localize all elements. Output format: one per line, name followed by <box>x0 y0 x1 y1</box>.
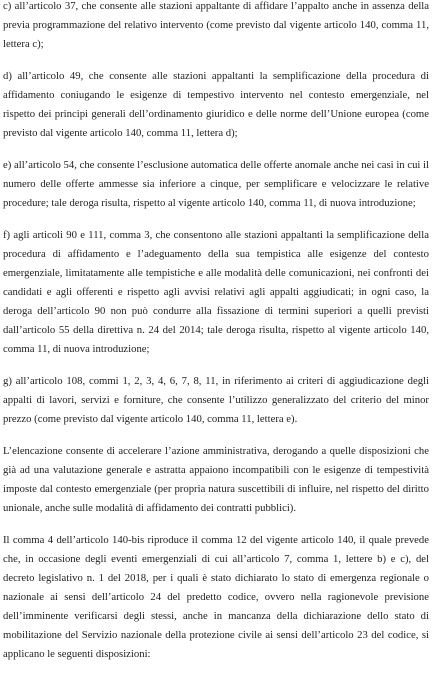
paragraph-d-articolo-49: d) all’articolo 49, che consente alle stazioni appaltanti la semplificazione della procedura di affidamento coniugando le esigenze di tempestivo intervento nel contesto emergenziale, nel rispetto dei principi generali dell’ordinamento giuridico e delle norme dell’Unione europea (come previsto dal vigente articolo 140, comma 11, lettera d); <box>3 70 429 139</box>
paragraph-g-articolo-108: g) all’articolo 108, commi 1, 2, 3, 4, 6, 7, 8, 11, in riferimento ai criteri di aggiudicazione degli appalti di lavori, servizi e forniture, che consente l’utilizzo generalizzato del criterio del minor prezzo (come previsto dal vigente articolo 140, comma 11, lettera e). <box>3 375 429 425</box>
paragraph-c-articolo-37: c) all’articolo 37, che consente alle stazioni appaltante di affidare l’appalto anche in assenza della previa programmazione del relativo intervento (come previsto dal vigente articolo 140, comma 11, lettera c); <box>3 0 429 50</box>
paragraph-e-articolo-54: e) all’articolo 54, che consente l’esclusione automatica delle offerte anomale anche nei casi in cui il numero delle offerte ammesse sia inferiore a cinque, per semplificare e velocizzare le relative procedure; tale deroga risulta, rispetto al vigente articolo 140, comma 11, di nuova introduzione; <box>3 159 429 209</box>
paragraph-comma-4-articolo-140-bis: Il comma 4 dell’articolo 140-bis riproduce il comma 12 del vigente articolo 140, il quale prevede che, in occasione degli eventi emergenziali di cui all’articolo 7, comma 1, lettere b) e c), del decreto legislativo n. 1 del 2018, per i quali è stato dichiarato lo stato di emergenza regionale o nazionale ai sensi dell’articolo 24 del predetto codice, ovvero nella ragionevole previsione dell’imminente verificarsi degli stessi, anche in mancanza della dichiarazione dello stato di mobilitazione del Servizio nazionale della protezione civile ai sensi dell’articolo 23 del codice, si applicano le seguenti disposizioni: <box>3 534 429 660</box>
document-page <box>3 0 429 677</box>
paragraph-elencazione: L’elencazione consente di accelerare l’azione amministrativa, derogando a quelle disposizioni che già ad una valutazione generale e astratta appaiono incompatibili con le esigenze di tempestività imposte dal contesto emergenziale (per propria natura suscettibili di influire, nel rispetto del diritto unionale, anche sulle modalità di affidamento dei contratti pubblici). <box>3 445 429 514</box>
paragraph-f-articoli-90-111: f) agli articoli 90 e 111, comma 3, che consentono alle stazioni appaltanti la semplificazione della procedura di affidamento e l’adeguamento della sua tempistica alle esigenze del contesto emergenziale, limitatamente alle tempistiche e alle modalità delle comunicazioni, nei confronti dei candidati e agli offerenti e rispetto agli avvisi relativi agli appalti aggiudicati; in ogni caso, la deroga dell’articolo 90 non può condurre alla fissazione di termini superiori a quelli previsti dall’articolo 55 della direttiva n. 24 del 2014; tale deroga risulta, rispetto al vigente articolo 140, comma 11, di nuova introduzione; <box>3 229 429 355</box>
